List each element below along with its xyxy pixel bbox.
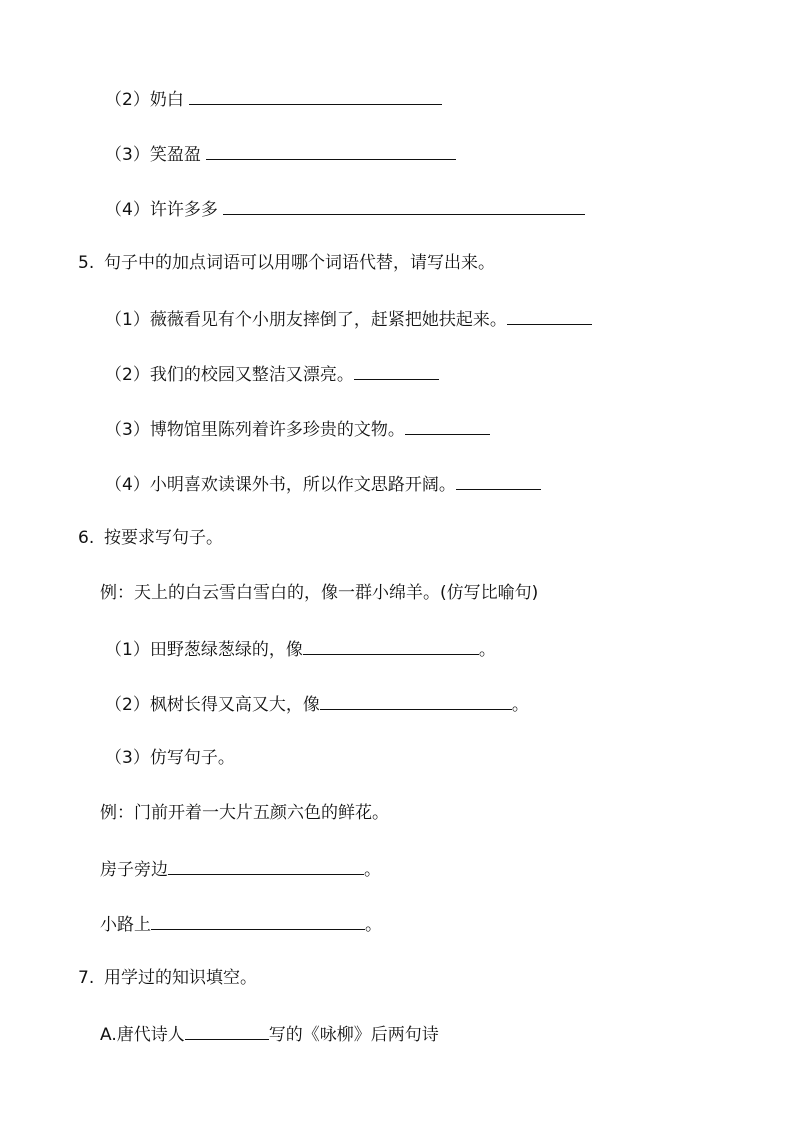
q6-item-3-text: （3）仿写句子。 xyxy=(105,748,235,768)
q7-part-a-suffix: 写的《咏柳》后两句诗 xyxy=(268,1025,439,1045)
q6-heading xyxy=(78,527,223,549)
q4-item-3 xyxy=(105,142,456,164)
q4-item-2-answer-blank[interactable] xyxy=(189,87,442,105)
q4-item-3-answer-blank[interactable] xyxy=(206,142,456,160)
q5-item-4-answer-blank[interactable] xyxy=(456,472,541,490)
q6-example-simile xyxy=(100,582,538,604)
q7-heading xyxy=(78,967,257,989)
q4-item-2-label: （2）奶白 xyxy=(105,90,190,110)
q6-line-house-end: 。 xyxy=(364,860,381,880)
q6-line-path-text: 小路上 xyxy=(100,915,151,935)
q6-line-path xyxy=(100,912,382,934)
q5-item-1-text: （1）薇薇看见有个小朋友摔倒了，赶紧把她扶起来。 xyxy=(105,310,507,330)
q7-prompt: 用学过的知识填空。 xyxy=(104,968,257,988)
q6-line-house xyxy=(100,857,381,879)
q6-line-house-text: 房子旁边 xyxy=(100,860,168,880)
q7-part-a xyxy=(100,1022,439,1044)
q5-item-2-answer-blank[interactable] xyxy=(354,362,439,380)
q5-item-2 xyxy=(105,362,439,384)
q4-item-4-answer-blank[interactable] xyxy=(223,197,585,215)
q5-item-2-text: （2）我们的校园又整洁又漂亮。 xyxy=(105,365,354,385)
q6-example-simile-text: 例：天上的白云雪白雪白的，像一群小绵羊。(仿写比喻句) xyxy=(100,583,539,603)
q4-item-2 xyxy=(105,87,442,109)
q6-item-1-end: 。 xyxy=(478,640,496,660)
q6-line-path-end: 。 xyxy=(365,915,382,935)
q6-item-1-text: （1）田野葱绿葱绿的，像 xyxy=(105,640,303,660)
q6-item-2-text: （2）枫树长得又高又大，像 xyxy=(105,695,320,715)
q5-item-3 xyxy=(105,417,490,439)
q5-item-1-answer-blank[interactable] xyxy=(507,307,592,325)
q4-item-4-label: （4）许许多多 xyxy=(105,200,224,220)
q6-line-path-answer-blank[interactable] xyxy=(151,912,365,930)
q5-item-3-text: （3）博物馆里陈列着许多珍贵的文物。 xyxy=(105,420,405,440)
q6-item-1 xyxy=(105,637,496,659)
q6-line-house-answer-blank[interactable] xyxy=(168,857,364,875)
q6-item-3 xyxy=(105,747,235,769)
q6-example-imitation xyxy=(100,802,389,824)
q5-item-3-answer-blank[interactable] xyxy=(405,417,490,435)
q4-item-4 xyxy=(105,197,585,219)
q6-item-2-answer-blank[interactable] xyxy=(320,692,512,710)
q6-item-1-answer-blank[interactable] xyxy=(303,637,479,655)
q7-number: 7. xyxy=(78,968,95,988)
q6-prompt: 按要求写句子。 xyxy=(104,528,223,548)
q5-number: 5. xyxy=(78,253,95,273)
q6-item-2-end: 。 xyxy=(511,695,529,715)
q5-item-1 xyxy=(105,307,592,329)
q5-heading xyxy=(78,252,495,274)
q6-number: 6. xyxy=(78,528,95,548)
q5-prompt: 句子中的加点词语可以用哪个词语代替，请写出来。 xyxy=(104,253,495,273)
q6-example-imitation-text: 例：门前开着一大片五颜六色的鲜花。 xyxy=(100,803,389,823)
q6-item-2 xyxy=(105,692,529,714)
q7-part-a-poet-blank[interactable] xyxy=(185,1022,269,1040)
q4-item-3-label: （3）笑盈盈 xyxy=(105,145,207,165)
q7-part-a-prefix: A.唐代诗人 xyxy=(100,1025,185,1045)
q5-item-4 xyxy=(105,472,541,494)
q5-item-4-text: （4）小明喜欢读课外书，所以作文思路开阔。 xyxy=(105,475,456,495)
